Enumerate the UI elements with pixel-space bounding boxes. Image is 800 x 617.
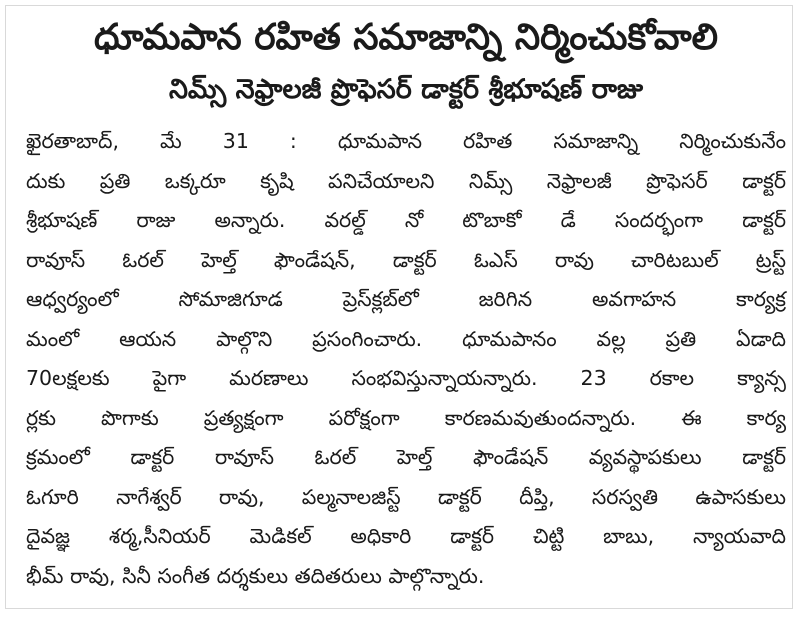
article-line: ర్లకు పొగాకు ప్రత్యక్షంగా పరోక్షంగా కారణమవుతుందన్నారు. ఈ కార్య: [26, 405, 786, 430]
article-line: దైవజ్ఞ శర్మ,సీనియర్ మెడికల్ అధికారి డాక్టర్ చిట్టి బాబు, న్యాయవాది: [26, 524, 786, 548]
article-line: 70లక్షలకు పైగా మరణాలు సంభవిస్తున్నాయన్నారు. 23 రకాల క్యాన్స: [26, 366, 786, 390]
article-line: ఆధ్వర్యంలో సోమాజిగూడ ప్రెస్‌క్లబ్‌లో జరిగిన అవగాహన కార్యక్ర: [26, 287, 786, 311]
article-line: మంలో ఆయన పాల్గొని ప్రసంగించారు. ధూమపానం వల్ల ప్రతి ఏడాది: [26, 326, 786, 351]
news-clipping: [5, 5, 793, 609]
article-line: శ్రీభూషణ్ రాజు అన్నారు. వరల్డ్ నో టొబాకో డే సందర్భంగా డాక్టర్: [26, 208, 786, 232]
article-line: రావూస్ ఓరల్ హెల్త్ ఫౌండేషన్, డాక్టర్ ఓఎస్ రావు చారిటబుల్ ట్రస్ట్: [26, 247, 786, 272]
subheadline: నిమ్స్ నెఫ్రాలజీ ప్రొఫెసర్ డాక్టర్ శ్రీభూషణ్ రాజు: [168, 74, 644, 105]
article-line: దుకు ప్రతి ఒక్కరూ కృషి పనిచేయాలని నిమ్స్ నెఫ్రాలజీ ప్రొఫెసర్ డాక్టర్: [26, 168, 786, 193]
article-line: క్రమంలో డాక్టర్ రావూస్ ఓరల్ హెల్త్ ఫౌండేషన్ వ్యవస్థాపకులు డాక్టర్: [26, 445, 786, 469]
article-line: భీమ్ రావు, సినీ సంగీత దర్శకులు తదితరులు పాల్గొన్నారు.: [26, 563, 485, 588]
article-body: [26, 122, 786, 596]
headline: ధూమపాన రహిత సమాజాన్ని నిర్మించుకోవాలి: [93, 17, 719, 58]
article-line: ఖైరతాబాద్, మే 31 : ధూమపాన రహిత సమాజాన్ని నిర్మించుకునేం: [26, 129, 786, 153]
article-line: ఓగూరి నాగేశ్వర్ రావు, పల్మనాలజిస్ట్ డాక్టర్ దీప్తి, సరస్వతి ఉపాసకులు: [26, 484, 786, 509]
